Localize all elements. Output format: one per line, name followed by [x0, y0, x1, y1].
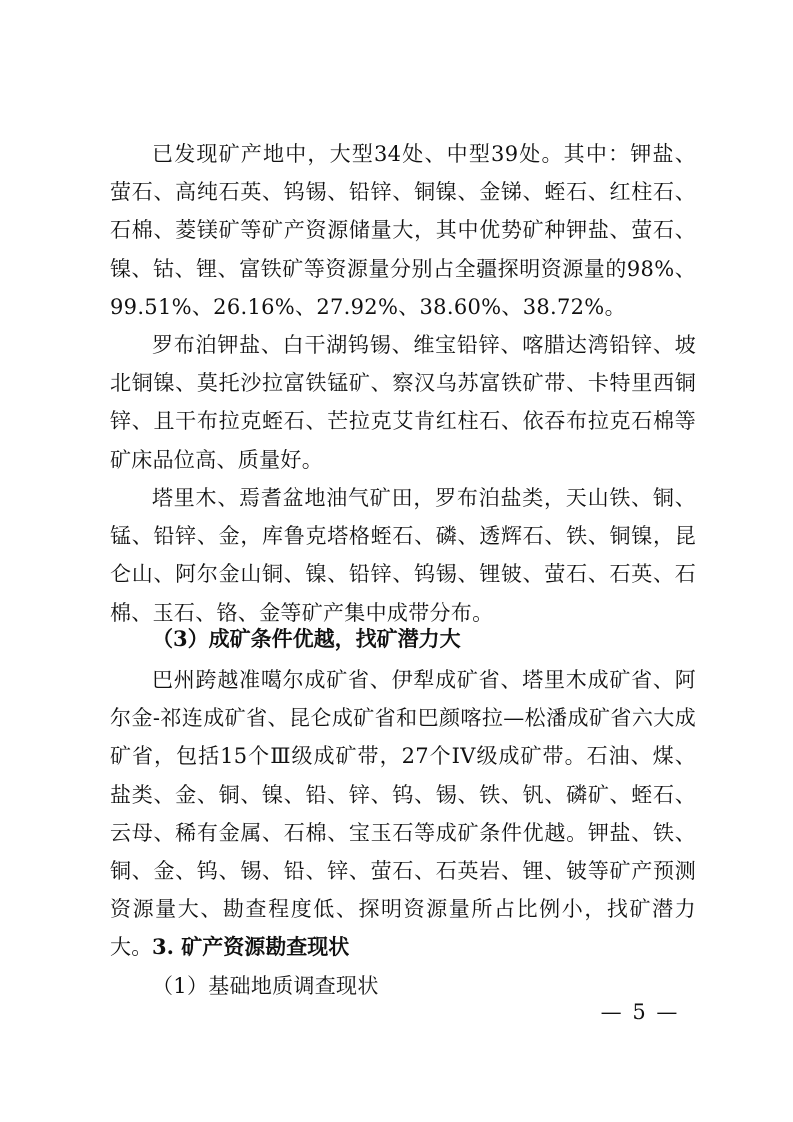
heading-metallogenic-conditions: （3）成矿条件优越，找矿潜力大: [152, 626, 461, 651]
paragraph-mineral-belts: 塔里木、焉耆盆地油气矿田，罗布泊盐类，天山铁、铜、锰、铅锌、金，库鲁克塔格蛭石、磷、透辉石、铁、铜镍，昆仑山、阿尔金山铜、镍、铅锌、钨锡、锂铍、萤石、石英、石棉、玉石、铬、金等矿产集中成带分布。: [110, 486, 696, 625]
paragraph-deposits-overview: 已发现矿产地中，大型34处、中型39处。其中：钾盐、萤石、高纯石英、钨锡、铅锌、铜镍、金锑、蛭石、红柱石、石棉、菱镁矿等矿产资源储量大，其中优势矿种钾盐、萤石、镍、钴、锂、富铁矿等资源量分别占全疆探明资源量的98%、99.51%、26.16%、27.92%、38.60%、38.72%。: [110, 142, 696, 319]
paragraph-high-grade-deposits: 罗布泊钾盐、白干湖钨锡、维宝铅锌、喀腊达湾铅锌、坡北铜镍、莫托沙拉富铁锰矿、察汉乌苏富铁矿带、卡特里西铜锌、且干布拉克蛭石、芒拉克艾肯红柱石、依吞布拉克石棉等矿床品位高、质量好。: [110, 333, 696, 472]
page-number: — 5 —: [600, 1000, 680, 1024]
subsection-heading-geological-survey: （1）基础地质调查现状: [152, 974, 379, 998]
section-heading-exploration-status: 3. 矿产资源勘查现状: [152, 934, 350, 959]
paragraph-metallogenic-provinces: 巴州跨越准噶尔成矿省、伊犁成矿省、塔里木成矿省、阿尔金-祁连成矿省、昆仑成矿省和巴颜喀拉—松潘成矿省六大成矿省，包括15个Ⅲ级成矿带，27个IV级成矿带。石油、煤、盐类、金、铜、镍、铅、锌、钨、锡、铁、钒、磷矿、蛭石、云母、稀有金属、石棉、宝玉石等成矿条件优越。钾盐、铁、铜、金、钨、锡、铅、锌、萤石、石英岩、锂、铍等矿产预测资源量大、勘查程度低、探明资源量所占比例小，找矿潜力大。: [110, 668, 696, 960]
